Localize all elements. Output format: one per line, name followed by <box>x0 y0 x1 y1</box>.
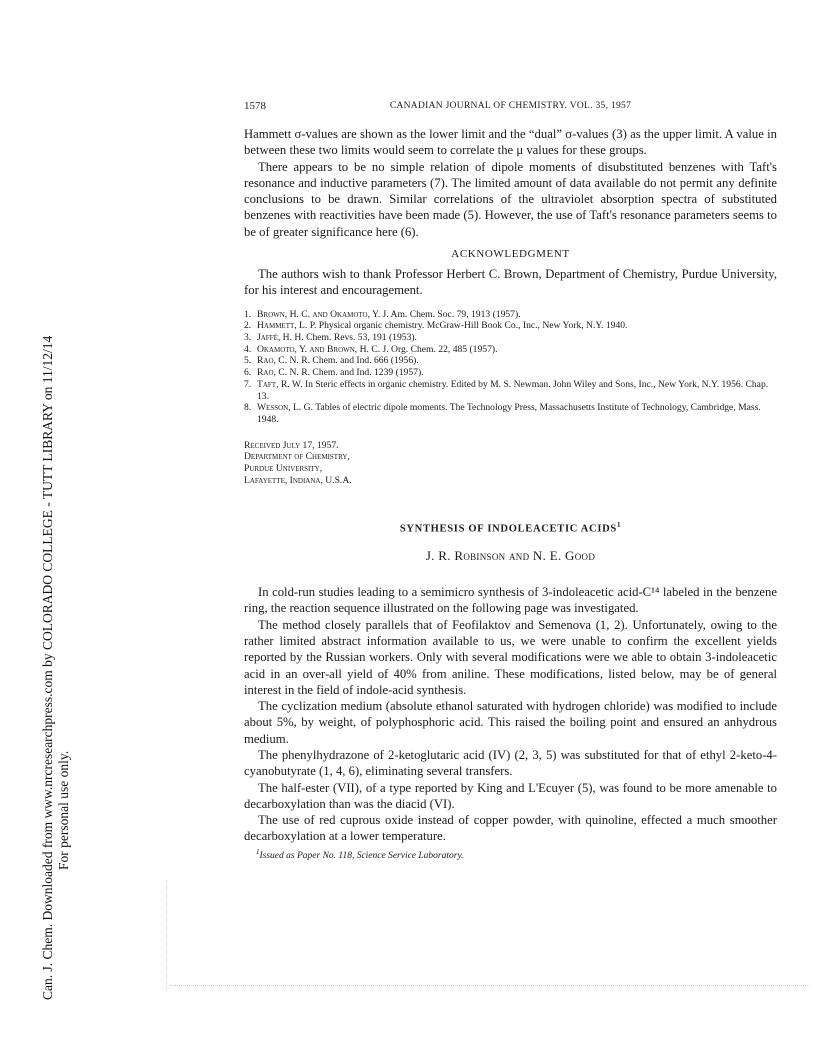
body-paragraph-2: There appears to be no simple relation of dipole moments of disubstituted benzenes with Taft's resonance and inductive parameters (7). The limited amount of data available do not permit any definite conclusions to be drawn. Similar correlations of the ultraviolet absorption spectra of substituted benzenes with reactivities have been made (5). However, the use of Taft's resonance parameters seems to be of greater significance here (6). <box>244 159 777 239</box>
article-paragraph-6: The use of red cuprous oxide instead of copper powder, with quinoline, effected a much smoother decarboxylation at a lower temperature. <box>244 813 777 844</box>
scan-bottom-artifact <box>170 985 810 986</box>
download-watermark <box>40 180 72 1000</box>
title-footnote-mark: 1 <box>616 520 622 529</box>
received-place: Lafayette, Indiana, U.S.A. <box>244 474 352 486</box>
reference-item: 2. Hammett, L. P. Physical organic chemistry. McGraw-Hill Book Co., Inc., New York, N.Y. 1940. <box>244 320 628 332</box>
reference-item: 7. Taft, R. W. In Steric effects in organic chemistry. Edited by M. S. Newman. John Wiley and Sons, Inc., New York, N.Y. 1956. Chap. 13. <box>244 378 769 402</box>
text-column <box>244 126 777 861</box>
acknowledgment-heading: ACKNOWLEDGMENT <box>451 248 570 261</box>
reference-item: 4. Okamoto, Y. and Brown, H. C. J. Org. Chem. 22, 485 (1957). <box>244 343 498 355</box>
reference-item: 1. Brown, H. C. and Okamoto, Y. J. Am. Chem. Soc. 79, 1913 (1957). <box>244 308 521 320</box>
body-paragraph-1: Hammett σ-values are shown as the lower limit and the “dual” σ-values (3) as the upper limit. A value in between these two limits would seem to correlate the μ values for these groups. <box>244 127 777 158</box>
article-authors: J. R. Robinson and N. E. Good <box>425 548 596 564</box>
page-number: 1578 <box>244 100 266 112</box>
received-date: Received July 17, 1957. <box>244 439 339 451</box>
reference-item: 8. Wesson, L. G. Tables of electric dipole moments. The Technology Press, Massachusetts Institute of Technology, Cambridge, Mass. 1948. <box>244 402 761 425</box>
received-dept: Department of Chemistry, <box>244 451 350 463</box>
reference-list <box>244 309 777 426</box>
acknowledgment-text: The authors wish to thank Professor Herbert C. Brown, Department of Chemistry, Purdue University, for his interest and encouragement. <box>244 267 777 298</box>
watermark-line-2: For personal use only. <box>56 750 71 870</box>
footnote: $^1$Issued as Paper No. 118, Science Service Laboratory. <box>256 847 464 861</box>
reference-item: 5. Rao, C. N. R. Chem. and Ind. 666 (1956). <box>244 355 419 367</box>
article-paragraph-3: The cyclization medium (absolute ethanol saturated with hydrogen chloride) was modified to include about 5%, by weight, of polyphosphoric acid. This raised the boiling point and ensured an anhydrous medium. <box>244 699 777 746</box>
article-paragraph-2: The method closely parallels that of Feofilaktov and Semenova (1, 2). Unfortunately, owing to the rather limited abstract information available to us, we were unable to confirm the excellent yields reported by the Russian workers. Only with several modifications were we able to obtain 3-indoleacetic acid in an over-all yield of 40% from aniline. These modifications, listed below, may be of general interest in the field of indole-acid synthesis. <box>244 617 777 697</box>
article-paragraph-1: In cold-run studies leading to a semimicro synthesis of 3-indoleacetic acid-C¹⁴ labeled in the benzene ring, the reaction sequence illustrated on the following page was investigated. <box>244 585 777 616</box>
article-paragraph-4: The phenylhydrazone of 2-ketoglutaric acid (IV) (2, 3, 5) was substituted for that of ethyl 2-keto-4-cyanobutyrate (1, 4, 6), eliminating several transfers. <box>244 747 777 779</box>
running-title: CANADIAN JOURNAL OF CHEMISTRY. VOL. 35, 1957 <box>389 101 632 111</box>
article-paragraph-5: The half-ester (VII), of a type reported by King and L'Ecuyer (5), was found to be more amenable to decarboxylation than was the diacid (VI). <box>244 780 777 811</box>
watermark-line-1: Can. J. Chem. Downloaded from www.nrcresearchpress.com by COLORADO COLLEGE - TUTT LIBRARY on 11/12/14 <box>40 335 55 1000</box>
received-univ: Purdue University, <box>244 463 323 475</box>
scan-margin-artifact <box>166 880 167 990</box>
article-title: SYNTHESIS OF INDOLEACETIC ACIDS$^1$ <box>399 520 622 535</box>
received-block <box>244 440 777 487</box>
reference-item: 6. Rao, C. N. R. Chem. and Ind. 1239 (1957). <box>244 367 424 379</box>
reference-item: 3. Jaffé, H. H. Chem. Revs. 53, 191 (1953). <box>244 332 417 344</box>
